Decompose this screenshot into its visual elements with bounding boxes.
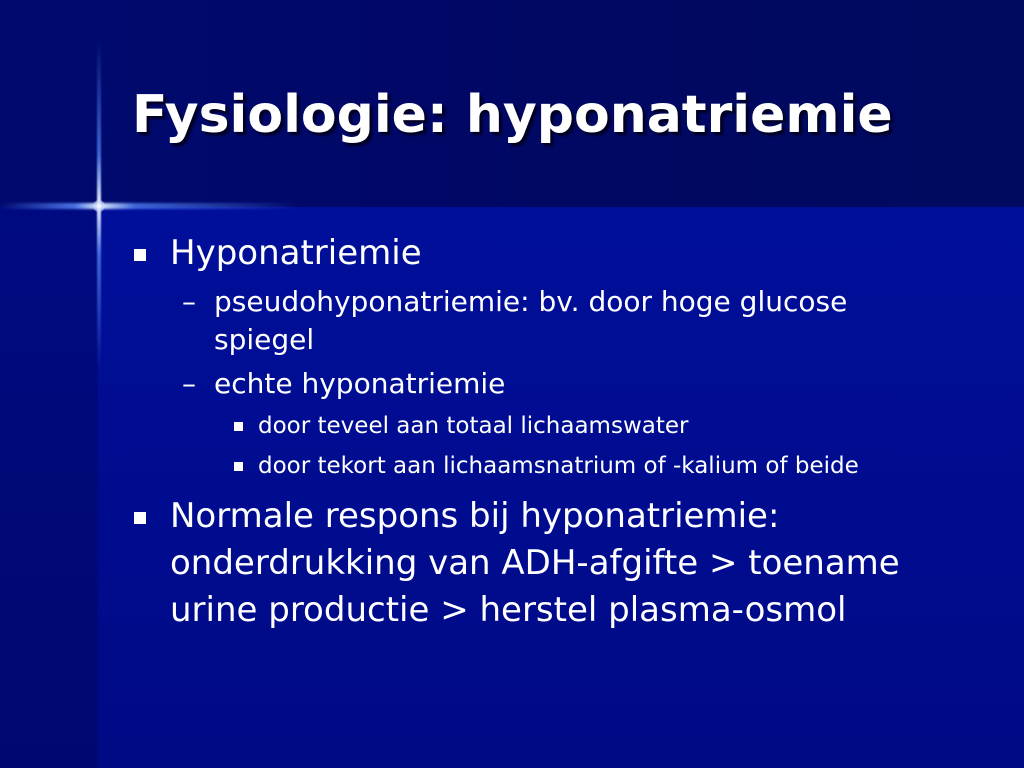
bullet-text: door tekort aan lichaamsnatrium of -kalium of beide: [258, 453, 859, 479]
left-strip: [0, 207, 98, 768]
dash-marker: –: [182, 367, 196, 400]
bullet-item-level1: [130, 493, 950, 634]
glow-horizontal-line: [0, 203, 300, 209]
bullet-text: pseudohyponatriemie: bv. door hoge glucose spiegel: [214, 285, 848, 356]
bullet-text: door teveel aan totaal lichaamswater: [258, 413, 689, 439]
bullet-item-level2: [130, 283, 950, 359]
bullet-item-level2: [130, 365, 950, 403]
bullet-item-level3: [130, 409, 950, 443]
slide-title: Fysiologie: hyponatriemie: [132, 85, 893, 145]
square-bullet-icon: [134, 249, 146, 261]
bullet-text: Normale respons bij hyponatriemie: onderdrukking van ADH-afgifte > toename urine productie > herstel plasma-osmol: [170, 496, 900, 630]
slide-body: [130, 230, 950, 640]
square-bullet-icon: [234, 462, 243, 471]
dash-marker: –: [182, 285, 196, 318]
square-bullet-icon: [234, 422, 243, 431]
sparkle-star-icon: [93, 200, 105, 212]
bullet-text: echte hyponatriemie: [214, 367, 506, 400]
bullet-item-level3: [130, 449, 950, 483]
square-bullet-icon: [134, 512, 146, 524]
bullet-text: Hyponatriemie: [170, 233, 422, 273]
bullet-item-level1: [130, 230, 950, 277]
